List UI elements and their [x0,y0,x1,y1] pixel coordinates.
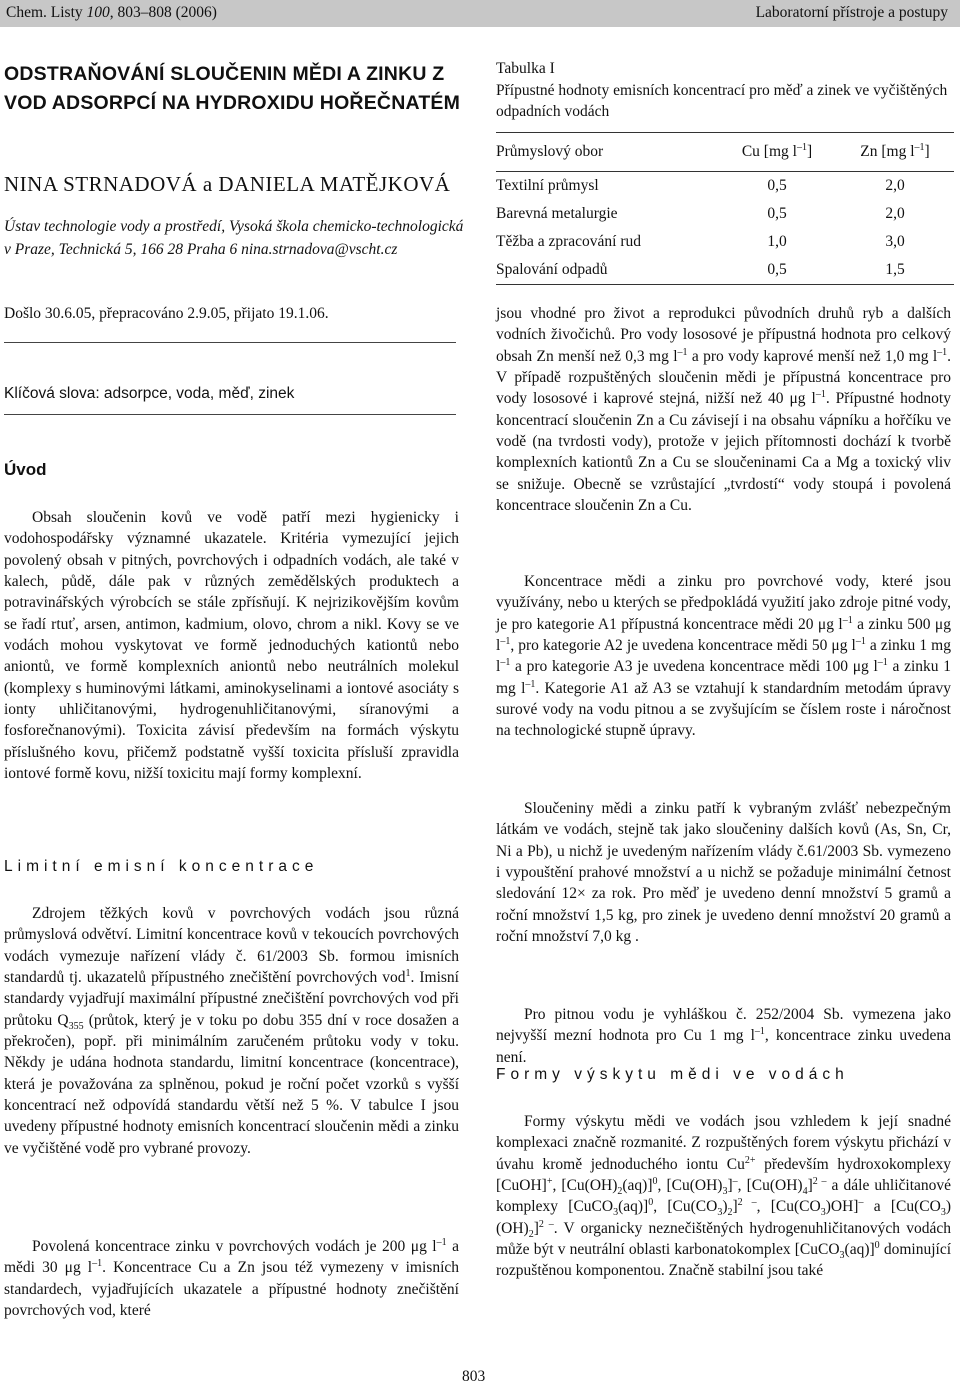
intro-paragraph: Obsah sloučenin kovů ve vodě patří mezi hygienicky i vodohospodářsky významné ukazatele. Kritéria vymezující jejich povolený obsah v pitných, povrchových i odpadních vodách, ale také v kalech, půdě, dále pak v různých zemědělských produktech a potravinářských výrobcích se stále zpřísňují. K nejrizikovějším kovům se řadí rtuť, arsen, antimon, kadmium, olovo, chrom a nikl. Kovy se ve vodách mohou vyskytovat ve formě jednoduchých kationtů nebo aniontů, ve formě komplexních aniontů nebo neutrálních molekul (komplexy s huminovými látkami, aminokyselinami a iontové asociáty s ionty uhličitanovými, hydrogenuhličitanovými, síranovými a fosforečnanovými). Toxicita závisí především na formách výskytu příslušného kovu, přičemž podstatně vyšší toxicita přísluší zpravidla iontové formě kovu, nižší toxicitu mají formy komplexní. [4,509,459,783]
table-row [496,256,954,285]
table-row [496,228,954,256]
table-cell: 3,0 [885,233,905,250]
section-heading-limits: Limitní emisní koncentrace [4,858,319,875]
table-row [496,172,954,201]
table-cell: Těžba a zpracování rud [496,233,642,250]
table-cell: 2,0 [885,177,905,194]
table-cell: Spalování odpadů [496,256,718,285]
section-name: Laboratorní přístroje a postupy [755,4,948,21]
limits-paragraph-2: Povolená koncentrace zinku v povrchových vodách je 200 μg $l^{-1}$ a mědi 30 μg $l^{-1}$. Koncentrace Cu a Zn jsou též vymezeny v imisních standardech, vyjadřujících ukazatele a přípustné hodnoty znečištění povrchových vod, které [4,1236,460,1320]
limits-paragraph-1: Zdrojem těžkých kovů v povrchových vodách jsou různá průmyslová odvětví. Limitní koncentrace kovů v tekoucích povrchových vodách vymezuje nařízení vlády č. 61/2003 Sb. formou imisních standardů tj. ukazatelů přípustného znečištění povrchových vod$^1$. Imisní standardy vyjadřují maximální přípustné znečištění povrchových vod při průtoku $Q_{355}$ (průtok, který je v toku po dobu 355 dní v roce dosažen a překročen), popř. při minimálním zaručeném průtoku vody v toku. Někdy je udána hodnota standardu, limitní koncentrace (koncentrace), která je považována za splněnou, pokud je roční počet vzorků s vyšší koncentrací než odpovídá standardu větší než 5 %. V tabulce I jsou uvedeny přípustné hodnoty emisních koncentrací sloučenin mědi a zinku ve vyčištěné vodě pro vybrané provozy. [4,905,459,1157]
section-heading-forms: Formy výskytu mědi ve vodách [496,1066,849,1083]
page-number: 803 [462,1368,486,1385]
article-title: ODSTRAŇOVÁNÍ SLOUČENIN MĚDI A ZINKU Z VOD ADSORPCÍ NA HYDROXIDU HOŘEČNATÉM [4,63,461,114]
journal-citation: Chem. Listy 100, 803–808 (2006) [6,4,217,21]
table-cell: Textilní průmysl [496,177,599,194]
table-cell: 0,5 [718,256,836,285]
keywords: Klíčová slova: adsorpce, voda, měď, zinek [4,385,295,402]
table-header-cell: Zn [mg $l^{-1}$] [836,133,954,172]
received-dates: Došlo 30.6.05, přepracováno 2.9.05, přijato 19.1.06. [4,305,329,322]
table-caption: Tabulka I Přípustné hodnoty emisních koncentrací pro měď a zinek ve vyčištěných odpadních vodách [496,60,948,120]
right-paragraph-3: Sloučeniny mědi a zinku patří k vybraným zvlášť nebezpečným látkám ve vodách, stejně tak jako sloučeniny dalších kovů (As, Sn, Cr, Ni a Pb), u nichž je uvedeným nařízením vlády č.61/2003 Sb. vymezeno i vypouštění prahové množství a u nichž se požaduje minimální četnost sledování 12× za rok. Pro měď je uvedeno denní množství 5 gramů a roční množství 1,5 kg, pro zinek je uvedeno denní množství 20 gramů a roční množství 7,0 kg . [496,800,951,946]
keywords-bottom-rule [4,414,456,415]
running-header [0,0,960,27]
right-paragraph-1: jsou vhodné pro život a reprodukci původních druhů ryb a dalších vodních živočichů. Pro vody lososové je přípustná hodnota pro celkový obsah Zn menší než 0,3 mg $l^{-1}$ a pro vody kaprové menší než 1,0 mg $l^{-1}$. V případě rozpuštěných sloučenin mědi je přípustná koncentrace pro vody lososové i kaprové stejná, nižší než 40 μg $l^{-1}$. Přípustné hodnoty koncentrací sloučenin Zn a Cu závisejí i na obsahu vápníku a hořčíku ve vodě (na tvrdosti vody), protože v jejich přítomnosti dochází k tvorbě komplexních kationtů Zn a Cu se sloučeninami Ca a Mg a toxický vliv se snižuje. Obecně se vzrůstající „tvrdostí“ vody stoupá i povolená koncentrace sloučenin Zn a Cu. [496,305,951,515]
table-cell: 0,5 [767,177,787,194]
section-heading-intro: Úvod [4,460,47,479]
table-header-cell: Průmyslový obor [496,133,718,172]
table-cell: 0,5 [767,205,787,222]
right-paragraph-4: Pro pitnou vodu je vyhláškou č. 252/2004 Sb. vymezena jako nejvyšší mezní hodnota pro Cu 1 mg $l^{-1}$, koncentrace zinku uvedena není. [496,1006,951,1066]
right-paragraph-2: Koncentrace mědi a zinku pro povrchové vody, které jsou využívány, nebo u kterých se předpokládá využití jako zdroje pitné vody, je pro kategorie A1 přípustná koncentrace mědi 20 μg $l^{-1}$ a zinku 500 μg $l^{-1}$, pro kategorie A2 je uvedena koncentrace mědi 50 μg $l^{-1}$ a zinku 1 mg $l^{-1}$ a pro kategorie A3 je uvedena koncentrace mědi 100 μg $l^{-1}$ a zinku 1 mg $l^{-1}$. Kategorie A1 až A3 se vztahují k standardním metodám úpravy surové vody na vodu pitnou a se zvyšujícím se číslem roste i náročnost na technologické stupně úpravy. [496,573,951,740]
author-affiliation: Ústav technologie vody a prostředí, Vysoká škola chemicko-technologická v Praze, Technická 5, 166 28 Praha 6 nina.strnadova@vscht.cz [4,218,464,258]
table-row [496,200,954,228]
table-header-cell: Cu [mg $l^{-1}$] [718,133,836,172]
table-cell: 2,0 [885,205,905,222]
table-cell: 1,5 [836,256,954,285]
keywords-top-rule [4,342,456,343]
right-paragraph-5: Formy výskytu mědi ve vodách jsou vzhledem k její snadné komplexaci značně rozmanité. Z rozpuštěných forem výskytu přichází v úvahu kromě jednoduchého iontu $Cu^{2+}$ především hydroxokomplexy [CuOH]+, $[Cu(OH)_2(aq)]^0$, $[Cu(OH)_3]^-$, $[Cu(OH)_4]^{2 -}$ a dále uhličitanové komplexy [CuCO$_3$(aq)]$^0$, $[Cu(CO_3)_2]^{2 -}$, $[Cu(CO_3)OH]^-$ a $[Cu(CO_3)(OH)_2]^{2 -}$. V organicky neznečištěných hydrogenuhličitanových vodách může být v neutrální oblasti karbonatokomplex [CuCO$_3$(aq)]$^0$ dominující rozpuštěnou komponentou. Značně stabilní jsou také [496,1113,952,1280]
article-authors: NINA STRNADOVÁ a DANIELA MATĚJKOVÁ [4,172,451,196]
table-cell: Barevná metalurgie [496,205,618,222]
emission-limits-table [496,132,954,285]
table-cell: 1,0 [767,233,787,250]
table-header-row [496,133,954,172]
